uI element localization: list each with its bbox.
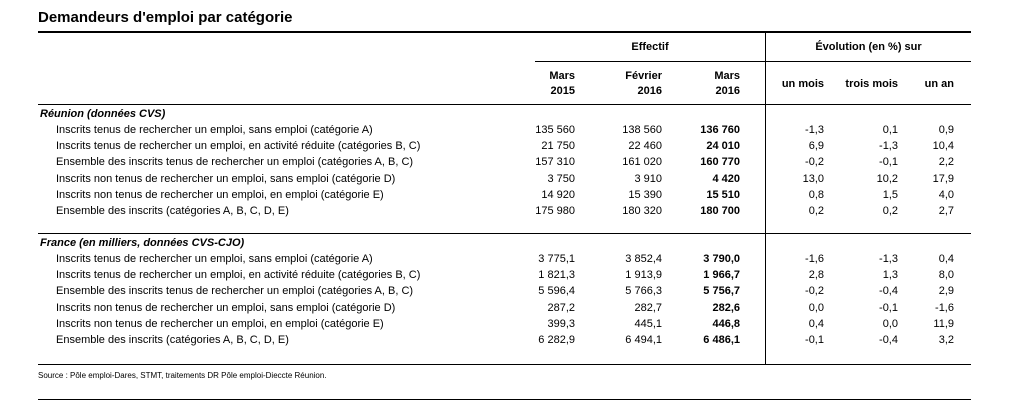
table-row: [0, 302, 1024, 318]
col-header-fevrier-2016: [600, 69, 662, 99]
section-divider-rule: [38, 233, 971, 234]
header-evolution: Évolution (en %) sur: [815, 41, 922, 53]
row-value: 4,0: [938, 188, 954, 201]
source-note: Source : Pôle emploi-Dares, STMT, traitements DR Pôle emploi-Dieccte Réunion.: [38, 371, 327, 380]
row-value: 136 760: [700, 124, 740, 136]
header-effectif: Effectif: [631, 41, 669, 53]
row-value: -0,2: [805, 285, 824, 298]
row-value: -0,1: [879, 156, 898, 169]
row-value: 3 910: [634, 172, 662, 185]
row-value: 10,4: [932, 140, 954, 153]
row-value: 3 852,4: [625, 253, 662, 265]
header-bottom-rule: [38, 104, 971, 105]
row-value: -1,6: [805, 253, 824, 265]
col-header-un-an: un an: [924, 78, 954, 90]
row-value: 399,3: [547, 317, 575, 330]
row-label: Inscrits tenus de rechercher un emploi, sans emploi (catégorie A): [56, 124, 373, 136]
row-value: 6 494,1: [625, 334, 662, 346]
row-value: 445,1: [634, 317, 662, 330]
row-value: 17,9: [932, 172, 954, 185]
row-value: -0,4: [879, 334, 898, 346]
row-value: 161 020: [622, 156, 662, 169]
table-bottom-rule: [38, 364, 971, 365]
row-value: 0,1: [882, 124, 898, 136]
row-value: 282,6: [712, 301, 740, 314]
row-value: 138 560: [622, 124, 662, 136]
row-value: 2,7: [938, 205, 954, 217]
row-value: 446,8: [712, 317, 740, 330]
row-value: 3 750: [547, 172, 575, 185]
row-label: Inscrits non tenus de rechercher un emploi, sans emploi (catégorie D): [56, 172, 396, 185]
row-value: 8,0: [938, 269, 954, 282]
row-value: 3 790,0: [703, 253, 740, 265]
col-header-mars-2016-month: Mars: [714, 70, 740, 82]
page-bottom-rule: [38, 399, 971, 400]
row-value: 13,0: [802, 172, 824, 185]
row-value: 0,4: [808, 317, 824, 330]
row-value: 24 010: [706, 140, 740, 153]
table-row: [0, 173, 1024, 189]
row-value: 0,0: [808, 301, 824, 314]
col-header-mars-2015-month: Mars: [549, 70, 575, 82]
row-value: 180 700: [700, 205, 740, 217]
row-label: Inscrits tenus de rechercher un emploi, sans emploi (catégorie A): [56, 253, 373, 265]
col-header-fevrier-2016-month: Février: [625, 70, 662, 82]
row-value: 6 282,9: [538, 334, 575, 346]
row-value: 21 750: [541, 140, 575, 153]
row-value: -0,1: [879, 301, 898, 314]
row-value: 2,8: [808, 269, 824, 282]
table-row: [0, 334, 1024, 350]
header-effectif-rule: [535, 61, 765, 62]
row-value: -1,3: [805, 124, 824, 136]
row-value: 282,7: [634, 301, 662, 314]
table-row: [0, 205, 1024, 221]
row-value: 0,0: [882, 317, 898, 330]
row-value: 5 756,7: [703, 285, 740, 298]
table-row: [0, 285, 1024, 301]
col-header-fevrier-2016-year: 2016: [637, 85, 662, 97]
col-header-mars-2015: [520, 69, 575, 99]
row-value: -1,6: [935, 301, 954, 314]
row-value: 1 913,9: [625, 269, 662, 282]
col-header-mars-2016: [690, 69, 740, 99]
section-title-reunion: Réunion (données CVS): [40, 108, 166, 120]
row-value: 0,2: [808, 205, 824, 217]
row-value: 11,9: [933, 317, 954, 330]
row-value: 2,2: [938, 156, 954, 169]
row-value: 180 320: [622, 205, 662, 217]
row-value: 175 980: [535, 205, 575, 217]
row-value: 287,2: [547, 301, 575, 314]
row-label: Ensemble des inscrits (catégories A, B, C, D, E): [56, 205, 289, 217]
row-value: 1,5: [882, 188, 898, 201]
row-label: Ensemble des inscrits tenus de rechercher un emploi (catégories A, B, C): [56, 156, 414, 169]
header-evolution-rule: [766, 61, 971, 62]
table-row: [0, 140, 1024, 156]
table-row: [0, 253, 1024, 269]
row-value: 15 510: [706, 188, 740, 201]
col-header-mars-2016-year: 2016: [715, 85, 740, 97]
row-label: Ensemble des inscrits (catégories A, B, C, D, E): [56, 334, 289, 346]
row-label: Ensemble des inscrits tenus de rechercher un emploi (catégories A, B, C): [56, 285, 414, 298]
row-value: -0,1: [805, 334, 824, 346]
row-value: 1 821,3: [538, 269, 575, 282]
row-value: 2,9: [938, 285, 954, 298]
table-row: [0, 269, 1024, 285]
row-value: -0,2: [805, 156, 824, 169]
row-label: Inscrits non tenus de rechercher un emploi, en emploi (catégorie E): [56, 188, 384, 201]
row-value: 3,2: [938, 334, 954, 346]
table-row: [0, 156, 1024, 172]
row-value: 6,9: [808, 140, 824, 153]
row-value: -0,4: [879, 285, 898, 298]
row-value: 5 766,3: [625, 285, 662, 298]
row-value: 1 966,7: [703, 269, 740, 282]
row-label: Inscrits tenus de rechercher un emploi, en activité réduite (catégories B, C): [56, 269, 421, 282]
title-rule: [38, 31, 971, 33]
row-label: Inscrits non tenus de rechercher un emploi, en emploi (catégorie E): [56, 317, 384, 330]
table-row: [0, 189, 1024, 205]
row-value: -1,3: [879, 140, 898, 153]
row-label: Inscrits non tenus de rechercher un emploi, sans emploi (catégorie D): [56, 301, 396, 314]
section-title-france: France (en milliers, données CVS-CJO): [40, 237, 245, 249]
row-value: 6 486,1: [703, 334, 740, 346]
row-value: 160 770: [700, 156, 740, 169]
table-row: [0, 124, 1024, 140]
row-value: 0,2: [882, 205, 898, 217]
col-header-un-mois: un mois: [781, 78, 824, 90]
row-value: 1,3: [882, 269, 898, 282]
col-header-trois-mois: trois mois: [845, 78, 898, 90]
col-header-mars-2015-year: 2015: [550, 85, 575, 97]
row-value: 135 560: [535, 124, 575, 136]
row-value: 15 390: [628, 188, 662, 201]
row-label: Inscrits tenus de rechercher un emploi, en activité réduite (catégories B, C): [56, 140, 421, 153]
table-row: [0, 318, 1024, 334]
row-value: 5 596,4: [538, 285, 575, 298]
row-value: 22 460: [628, 140, 662, 153]
row-value: 10,2: [876, 172, 898, 185]
row-value: 0,9: [938, 124, 954, 136]
row-value: 0,8: [808, 188, 824, 201]
row-value: 157 310: [535, 156, 575, 169]
row-value: 0,4: [938, 253, 954, 265]
row-value: -1,3: [879, 253, 898, 265]
row-value: 4 420: [712, 172, 740, 185]
page-title: Demandeurs d'emploi par catégorie: [38, 9, 293, 26]
row-value: 3 775,1: [538, 253, 575, 265]
row-value: 14 920: [541, 188, 575, 201]
